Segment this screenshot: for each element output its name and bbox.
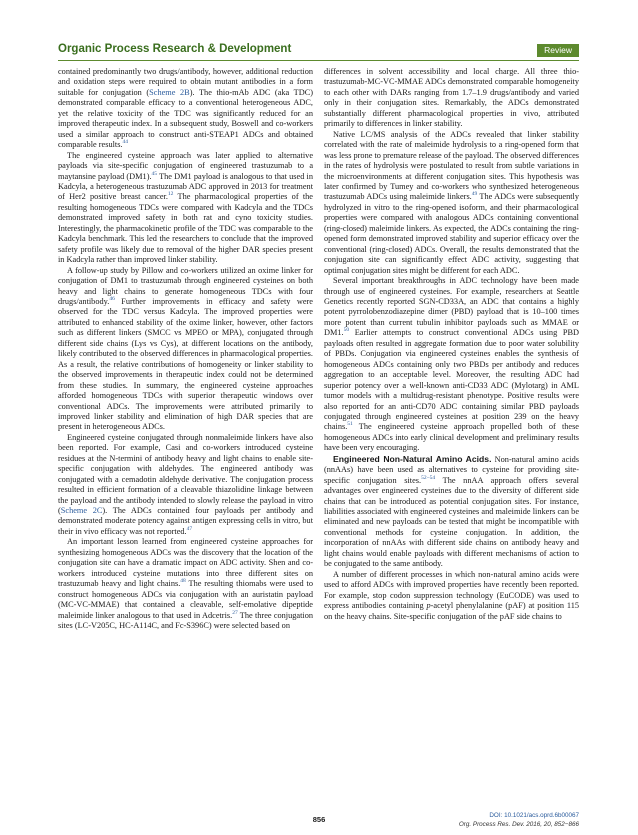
page-number: 856 [312,815,326,824]
paragraph: Engineered Non-Natural Amino Acids. Non-natural amino acids (nnAAs) have been used as alternatives to cysteine for providing site-specific conjugation sites.$^{52-54}$ The nnAA approach offers several advantages over engineered cysteines due to the diversity of different side chains that can be introduced as potential conjugation sites. For instance, liabilities associated with engineered cysteines and maleimide linkers can be eliminated and new payloads can be tested that might be incompatible with conventional methods for cysteine conjugation. In addition, the incorporation of nnAAs with different side chains on antibody heavy and light chains would enable payloads with different mechanisms of action to be conjugated to the same antibody. [324,453,579,569]
journal-citation: Org. Process Res. Dev. 2016, 20, 852−866 [458,820,579,828]
paragraph: differences in solvent accessibility and local charge. All three thio-trastuzumab-MC-VC-MMAE ADCs demonstrated comparable homogeneity to each other with DARs ranging from 1.7–1.9 drugs/antibody and varied only in their conjugation sites. Remarkably, the ADCs demonstrated substantially different pharmacological properties in vivo, attributed primarily to differences in linker stability. [324,67,579,129]
left-column [58,67,313,807]
paragraph: contained predominantly two drugs/antibody, however, additional reduction and oxidation steps were required to obtain mutant antibodies in a form suitable for conjugation (Scheme 2B). The thio-mAb ADC (aka TDC) demonstrated comparable efficacy to a conventional heterogeneous ADC, yet the relative toxicity of the TDC was significantly reduced for an improved therapeutic index. In a subsequent study, Boswell and co-workers used a similar approach to construct anti-STEAP1 ADCs and obtained comparable results.$^{44}$ [58,67,313,150]
paragraph: The engineered cysteine approach was later applied to alternative payloads via site-specific conjugation of engineered trastuzumab to a maytansine payload (DM1).$^{45}$ The DM1 payload is analogous to that used in Kadcyla, a heterogeneous trastuzumab ADC approved in 2013 for treatment of Her2 positive breast cancer.$^{12}$ The pharmacological properties of the resulting homogeneous TDCs were compared with Kadcyla and the TDCs demonstrated improved safety in both rat and cyno toxicity studies. Interestingly, the pharmacokinetic profile of the TDC was comparable to the Kadcyla benchmark. This led the researchers to conclude that the improved safety profile was likely due to removal of the higher DAR species present in Kadcyla rather than improved linker stability. [58,150,313,265]
paragraph: An important lesson learned from engineered cysteine approaches for synthesizing homogeneous ADCs was the discovery that the location of the conjugation site can have a dramatic impact on ADC activity. Shen and co-workers introduced cysteine mutations into three different sites on trastuzumab heavy and light chains.$^{48}$ The resulting thiomabs were used to construct homogeneous ADCs via conjugation with an auristatin payload (MC-VC-MMAE) that contained a cleavable, self-emolative dipeptide maleimide linker analogous to that used in Adcetris.$^{27}$ The three conjugation sites (LC-V205C, HC-A114C, and Fc-S396C) were selected based on [58,537,313,631]
scheme-link[interactable]: Scheme 2B [149,87,190,97]
reference-link[interactable]: 45 [151,170,158,177]
reference-link[interactable]: 48 [180,578,186,585]
paragraph: A follow-up study by Pillow and co-workers utilized an oxime linker for conjugation of DM1 to trastuzumab through engineered cysteines on both heavy and light chains to generate homogeneous TDCs with four drugs/antibody.$^{46}$ Further improvements in efficacy and safety were observed for the TDC versus Kadcyla. The improved properties were attributed to enhanced stability of the oxime linker, however, other factors such as different linkers (SMCC vs MPEO or MPA), conjugated through different side chains (Lys vs Cys), at different locations on the antibody, likely contributed to the observed differences in pharmacological properties. As a result, the relative contributions of homogeneity or linker stability to the observed improvements in therapeutic index could not be determined from these studies. In summary, the engineered cysteine approaches afforded homogeneous TDCs with superior therapeutic windows over conventional ADCs. The improvements were attributed primarily to improved linker stability and elimination of high DAR species that are present in heterogeneous ADCs. [58,265,313,432]
reference-link[interactable]: 49 [471,191,478,198]
header-rule [58,60,579,61]
footer-citation [459,812,579,829]
section-badge: Review [537,44,579,57]
reference-link[interactable]: 12 [167,191,174,198]
reference-link[interactable]: 47 [186,526,193,533]
reference-link[interactable]: 44 [122,139,129,146]
paragraph: Several important breakthroughs in ADC technology have been made through use of engineered cysteines. For example, researchers at Seattle Genetics recently reported SGN-CD33A, an ADC that contains a highly potent pyrrolobenzodiazepine dimer (PBD) payload that is 10–100 times more potent than current tubulin inhibitor payloads such as MMAE or DM1.50 Earlier attempts to construct conventional ADCs using PBD payloads often resulted in aggregate formation due to poor water solubility of PBDs. Conjugation via engineered cysteines enables the synthesis of homogeneous ADCs containing only two PBDs per antibody and reduces aggregation to an acceptable level. Moreover, the resulting ADC had superior potency over a well-known anti-CD33 ADC (Mylotarg) in AML tumor models with a multidrug-resistant phenotype. Positive results were also reported for an anti-CD70 ADC containing similar PBD payloads conjugated through engineered cysteines at position 239 on the heavy chains.$^{51}$ The engineered cysteine approach propelled both of these homogeneous ADCs into early clinical development and preliminary results have been very encouraging. [324,276,579,453]
reference-link[interactable]: 51 [347,421,353,428]
reference-link[interactable]: 46 [109,296,115,303]
reference-link[interactable]: 52−54 [421,474,436,481]
paragraph: Engineered cysteine conjugated through nonmaleimide linkers have also been reported. For example, Casi and co-workers introduced cysteine residues at the N-termini of antibody heavy and light chains to enable site-specific conjugation with aldehydes. The engineered antibody was conjugated with a cemadotin aldehyde derivative. The conjugation process resulted in efficient formation of a cleavable thiazolidine linkage between the payload and the antibody intended to slowly release the payload in vitro (Scheme 2C). The ADCs contained four payloads per antibody and demonstrated moderate potency against antigen expressing cells in vitro, but their in vivo efficacy was not reported.$^{47}$ [58,432,313,536]
reference-link[interactable]: 50 [343,327,350,334]
page-header [58,43,579,59]
right-column [324,67,579,807]
journal-title: Organic Process Research & Development [58,43,292,55]
doi-link[interactable]: DOI: 10.1021/acs.oprd.6b00067 [489,812,579,819]
scheme-link[interactable]: Scheme 2C [60,506,103,516]
paragraph: A number of different processes in which non-natural amino acids were used to afford ADCs with improved properties have recently been reported. For example, stop codon suppression technology (EuCODE) was used to express antibodies containing p-acetyl phenylalanine (pAF) at position 115 on the heavy chains. Site-specific conjugation of the pAF side chains to [324,569,579,621]
section-heading: Engineered Non-Natural Amino Acids. [333,453,492,464]
reference-link[interactable]: 27 [232,609,238,616]
paragraph: Native LC/MS analysis of the ADCs revealed that linker stability correlated with the rate of maleimide hydrolysis to a ring-opened form that was less prone to premature release of the payload. The observed differences in the rates of hydrolysis were postulated to result from subtle variations in the microenvironments at different conjugation sites. This hypothesis was later confirmed by Tumey and co-workers who synthesized heterogeneous trastuzumab ADCs using maleimide linkers.$^{49}$ The ADCs were subsequently hydrolyzed in vitro to the ring-opened isoform, and their pharmacological properties were compared with analogous ADCs containing conventional (ring-closed) maleimide linkers. As expected, the ADCs containing the ring-opened form demonstrated improved stability and superior efficacy over the conventional (ring-closed) ADCs. Overall, the results demonstrated that the conjugation site can significantly effect ADC activity, suggesting that optimal conjugation sites might be different for each ADC. [324,129,579,275]
